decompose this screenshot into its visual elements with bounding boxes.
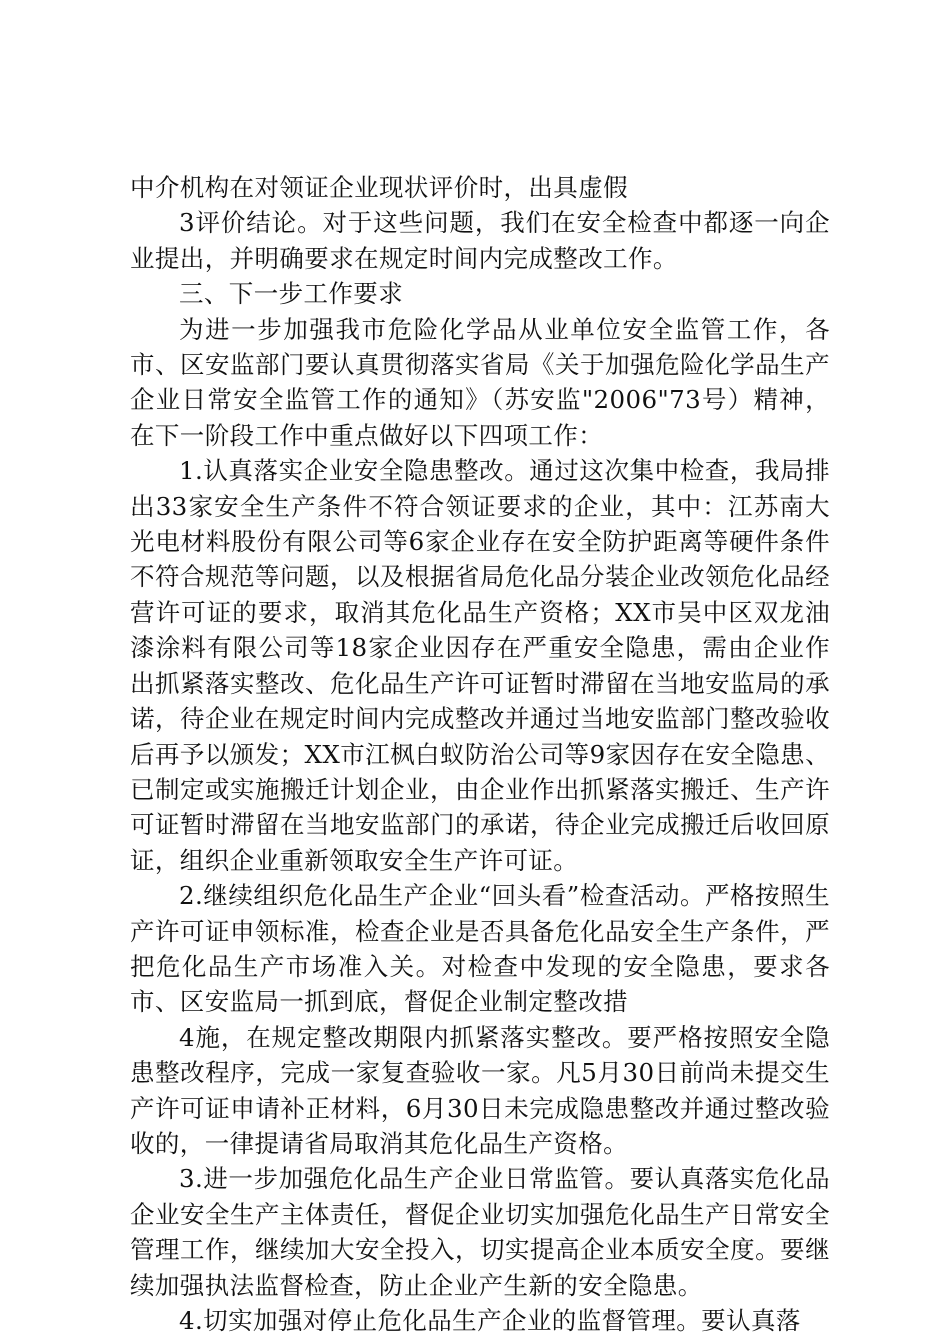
paragraph-intro-four-tasks: 为进一步加强我市危险化学品从业单位安全监管工作，各市、区安监部门要认真贯彻落实省局《关于加强危险化学品生产企业日常安全监管工作的通知》（苏安监"2006"73号）精神，在下一阶段工作中重点做好以下四项工作： — [130, 314, 830, 450]
paragraph-evaluation-conclusion: 3评价结论。对于这些问题，我们在安全检查中都逐一向企业提出，并明确要求在规定时间内完成整改工作。 — [130, 208, 830, 273]
document-body — [130, 170, 830, 1338]
paragraph-task-2-continued: 4施，在规定整改期限内抓紧落实整改。要严格按照安全隐患整改程序，完成一家复查验收一家。凡5月30日前尚未提交生产许可证申请补正材料，6月30日未完成隐患整改并通过整改验收的，一律提请省局取消其危化品生产资格。 — [130, 1022, 830, 1158]
paragraph-task-2: 2.继续组织危化品生产企业“回头看”检查活动。严格按照生产许可证申领标准，检查企业是否具备危化品安全生产条件，严把危化品生产市场准入关。对检查中发现的安全隐患，要求各市、区安监局一抓到底，督促企业制定整改措 — [130, 881, 830, 1017]
paragraph-continuation: 中介机构在对领证企业现状评价时，出具虚假 — [130, 173, 628, 202]
section-heading-next-steps: 三、下一步工作要求 — [179, 279, 404, 309]
paragraph-task-3: 3.进一步加强危化品生产企业日常监管。要认真落实危化品企业安全生产主体责任，督促企业切实加强危化品生产日常安全管理工作，继续加大安全投入，切实提高企业本质安全度。要继续加强执法监督检查，防止企业产生新的安全隐患。 — [130, 1164, 830, 1300]
paragraph-task-1: 1.认真落实企业安全隐患整改。通过这次集中检查，我局排出33家安全生产条件不符合领证要求的企业，其中：江苏南大光电材料股份有限公司等6家企业存在安全防护距离等硬件条件不符合规范等问题，以及根据省局危化品分装企业改领危化品经营许可证的要求，取消其危化品生产资格；XX市吴中区双龙油漆涂料有限公司等18家企业因存在严重安全隐患，需由企业作出抓紧落实整改、危化品生产许可证暂时滞留在当地安监局的承诺，待企业在规定时间内完成整改并通过当地安监部门整改验收后再予以颁发；XX市江枫白蚁防治公司等9家因存在安全隐患、已制定或实施搬迁计划企业，由企业作出抓紧落实搬迁、生产许可证暂时滞留在当地安监部门的承诺，待企业完成搬迁后收回原证，组织企业重新领取安全生产许可证。 — [130, 456, 830, 875]
paragraph-task-4: 4.切实加强对停止危化品生产企业的监督管理。要认真落 — [179, 1306, 801, 1335]
